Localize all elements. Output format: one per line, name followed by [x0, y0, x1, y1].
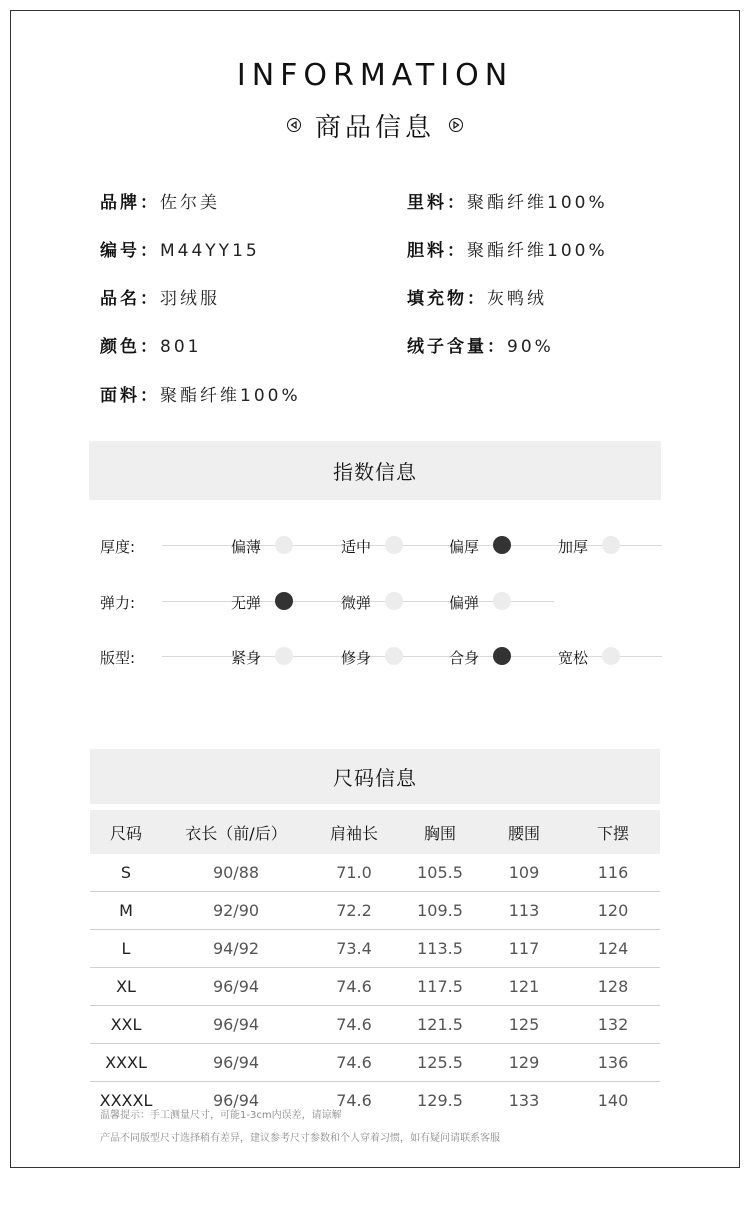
- index-option[interactable]: 紧身: [231, 649, 262, 667]
- cell-waist: 133: [508, 1091, 540, 1110]
- index-option[interactable]: 适中: [341, 538, 372, 556]
- page-subtitle: 商品信息: [314, 112, 435, 143]
- index-option[interactable]: 偏薄: [231, 538, 262, 556]
- size-table: [90, 810, 660, 1119]
- cell-waist: 109: [482, 854, 566, 892]
- spec-color: [100, 332, 201, 357]
- table-row: [90, 892, 660, 930]
- cell-length: 96/94: [162, 1006, 310, 1044]
- cell-chest: 113.5: [398, 930, 482, 968]
- table-row: [90, 854, 660, 892]
- index-dot[interactable]: [275, 536, 293, 554]
- note-measurement: 温馨提示：手工测量尺寸，可能1-3cm内误差，请谅解: [100, 1110, 342, 1121]
- cell-shoulder-sleeve: 72.2: [310, 892, 398, 930]
- cell-hem: 128: [566, 968, 660, 1006]
- subtitle-row: [0, 108, 750, 142]
- index-option[interactable]: 无弹: [231, 594, 262, 612]
- cell-shoulder-sleeve: 74.6: [310, 968, 398, 1006]
- cell-shoulder-sleeve: 74.6: [310, 1044, 398, 1082]
- index-dot-selected[interactable]: [493, 536, 511, 554]
- column-header: 胸围: [398, 810, 482, 854]
- table-row: [90, 930, 660, 968]
- spec-value: 801: [160, 337, 202, 357]
- cell-size: XXL: [90, 1006, 162, 1044]
- index-dot[interactable]: [385, 647, 403, 665]
- index-option[interactable]: 加厚: [558, 538, 589, 556]
- index-dot[interactable]: [385, 536, 403, 554]
- index-option[interactable]: 偏厚: [449, 538, 480, 556]
- spec-label: 编号：: [100, 241, 160, 261]
- spec-label: 填充物：: [407, 289, 487, 309]
- spec-code: [100, 236, 260, 261]
- spec-lining: [407, 188, 608, 213]
- cell-size: XXXXL: [99, 1091, 153, 1110]
- column-header: 腰围: [482, 810, 566, 854]
- index-row-label: 版型:: [100, 649, 136, 667]
- column-header: 衣长（前/后）: [162, 810, 310, 854]
- cell-hem: 116: [566, 854, 660, 892]
- cell-chest: 105.5: [398, 854, 482, 892]
- cell-waist: 113: [482, 892, 566, 930]
- cell-size: S: [90, 854, 162, 892]
- spec-label: 品名：: [100, 289, 160, 309]
- note-fit-advice: 产品不同版型尺寸选择稍有差异，建议参考尺寸参数和个人穿着习惯，如有疑问请联系客服: [100, 1133, 500, 1144]
- index-dot[interactable]: [275, 647, 293, 665]
- cell-size: XXXL: [90, 1044, 162, 1082]
- index-dot[interactable]: [602, 536, 620, 554]
- cell-hem: 140: [597, 1091, 629, 1110]
- spec-label: 胆料：: [407, 241, 467, 261]
- index-option[interactable]: 宽松: [558, 649, 589, 667]
- spec-inner: [407, 236, 608, 261]
- spec-value: 聚酯纤维100%: [467, 241, 608, 261]
- cell-size: XL: [90, 968, 162, 1006]
- spec-value: M44YY15: [160, 241, 260, 261]
- arrow-left-icon: [287, 118, 301, 132]
- spec-fabric: [100, 381, 301, 406]
- index-option[interactable]: 微弹: [341, 594, 372, 612]
- spec-value: 佐尔美: [160, 193, 220, 213]
- cell-hem: 136: [566, 1044, 660, 1082]
- index-dot[interactable]: [602, 647, 620, 665]
- index-dot-selected[interactable]: [275, 592, 293, 610]
- index-option[interactable]: 修身: [341, 649, 372, 667]
- table-row: [90, 1006, 660, 1044]
- cell-waist: 129: [482, 1044, 566, 1082]
- arrow-right-icon: [449, 118, 463, 132]
- spec-label: 品牌：: [100, 193, 160, 213]
- cell-length: 94/92: [162, 930, 310, 968]
- spec-down: [407, 332, 554, 357]
- cell-length: 92/90: [162, 892, 310, 930]
- cell-chest: 121.5: [398, 1006, 482, 1044]
- index-dot-selected[interactable]: [493, 647, 511, 665]
- spec-label: 里料：: [407, 193, 467, 213]
- cell-size: M: [90, 892, 162, 930]
- index-option[interactable]: 合身: [449, 649, 480, 667]
- index-section-title: 指数信息: [333, 460, 417, 484]
- cell-waist: 121: [482, 968, 566, 1006]
- spec-value: 90%: [507, 337, 554, 357]
- spec-label: 颜色：: [100, 337, 160, 357]
- cell-chest: 125.5: [398, 1044, 482, 1082]
- index-row-label: 弹力:: [100, 594, 136, 612]
- spec-value: 聚酯纤维100%: [467, 193, 608, 213]
- index-row-label: 厚度:: [100, 538, 136, 556]
- cell-chest: 129.5: [417, 1091, 463, 1110]
- spec-brand: [100, 188, 220, 213]
- size-section-header: [90, 749, 660, 804]
- index-section-header: [89, 441, 661, 500]
- spec-value: 聚酯纤维100%: [160, 386, 301, 406]
- cell-length: 96/94: [162, 968, 310, 1006]
- spec-label: 绒子含量：: [407, 337, 507, 357]
- spec-name: [100, 284, 220, 309]
- cell-hem: 132: [566, 1006, 660, 1044]
- column-header: 肩袖长: [310, 810, 398, 854]
- index-option[interactable]: 偏弹: [449, 594, 480, 612]
- cell-hem: 120: [566, 892, 660, 930]
- cell-size: L: [90, 930, 162, 968]
- cell-waist: 117: [482, 930, 566, 968]
- cell-shoulder-sleeve: 73.4: [310, 930, 398, 968]
- index-dot[interactable]: [493, 592, 511, 610]
- spec-value: 灰鸭绒: [487, 289, 547, 309]
- table-row: [90, 1044, 660, 1082]
- size-table-header-row: [90, 810, 660, 854]
- index-dot[interactable]: [385, 592, 403, 610]
- cell-waist: 125: [482, 1006, 566, 1044]
- column-header: 下摆: [566, 810, 660, 854]
- page-title: INFORMATION: [236, 58, 514, 93]
- size-section-title: 尺码信息: [333, 766, 417, 790]
- column-header: 尺码: [90, 810, 162, 854]
- spec-value: 羽绒服: [160, 289, 220, 309]
- cell-shoulder-sleeve: 74.6: [336, 1091, 372, 1110]
- cell-length: 90/88: [162, 854, 310, 892]
- cell-length: 96/94: [162, 1044, 310, 1082]
- cell-chest: 109.5: [398, 892, 482, 930]
- cell-chest: 117.5: [398, 968, 482, 1006]
- spec-label: 面料：: [100, 386, 160, 406]
- cell-shoulder-sleeve: 71.0: [310, 854, 398, 892]
- cell-length: 96/94: [212, 1091, 260, 1110]
- cell-shoulder-sleeve: 74.6: [310, 1006, 398, 1044]
- table-row: [90, 968, 660, 1006]
- cell-hem: 124: [566, 930, 660, 968]
- spec-filling: [407, 284, 547, 309]
